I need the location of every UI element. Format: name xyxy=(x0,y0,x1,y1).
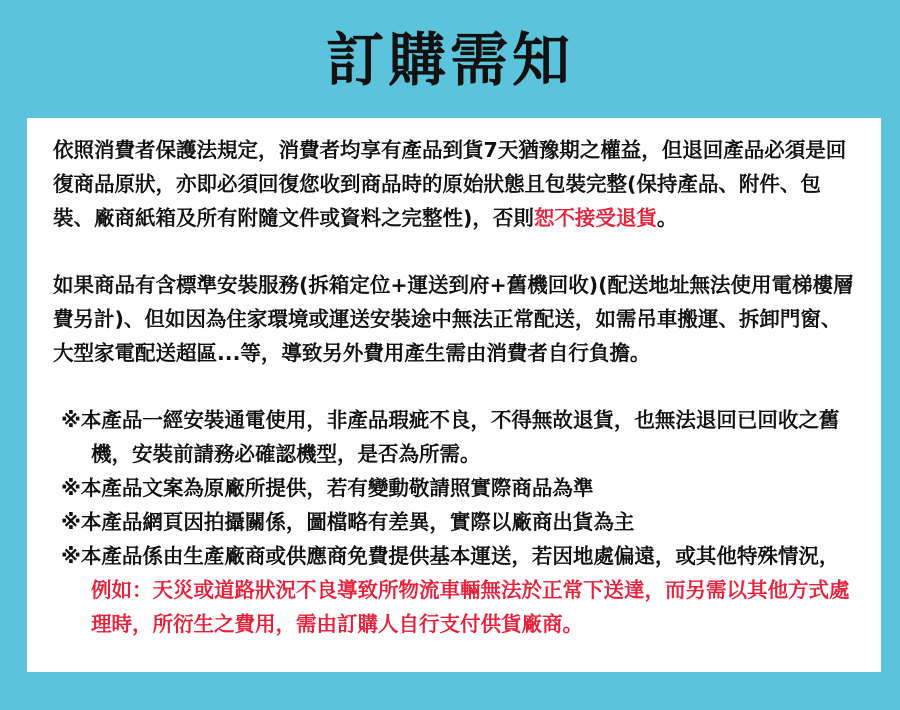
shipping-extra-fee-warning: 例如：天災或道路狀況不良導致所物流車輛無法於正常下送達，而另需以其他方式處理時，所衍生之費用，需由訂購人自行支付供貨廠商。 xyxy=(91,578,850,636)
notice-card xyxy=(27,118,881,672)
note-item-photo-difference: ※本產品網頁因拍攝關係，圖檔略有差異，實際以廠商出貨為主 xyxy=(61,510,635,534)
note-item-installed-use: ※本產品一經安裝通電使用，非產品瑕疵不良，不得無故退貨，也無法退回已回收之舊機，安裝前請務必確認機型，是否為所需。 xyxy=(61,408,840,466)
note-item-copy-source: ※本產品文案為原廠所提供，若有變動敬請照實際商品為準 xyxy=(61,476,594,500)
installation-service-paragraph: 如果商品有含標準安裝服務(拆箱定位+運送到府+舊機回收)(配送地址無法使用電梯樓層費另計)、但如因為住家環境或運送安裝途中無法正常配送，如需吊車搬運、拆卸門窗、大型家電配送超區...等，導致另外費用產生需由消費者自行負擔。 xyxy=(53,273,854,365)
return-policy-paragraph xyxy=(53,133,857,235)
return-policy-text: 依照消費者保護法規定，消費者均享有產品到貨7天猶豫期之權益，但退回產品必須是回復商品原狀，亦即必須回復您收到商品時的原始狀態且包裝完整(保持產品、附件、包裝、廠商紙箱及所有附隨文件或資料之完整性)，否則 xyxy=(53,138,847,230)
no-return-warning: 恕不接受退貨 xyxy=(533,206,657,230)
page-title: 訂購需知 xyxy=(325,26,574,94)
note-item-shipping xyxy=(53,539,857,641)
return-policy-end: 。 xyxy=(656,206,678,230)
shipping-note-text: ※本產品係由生產廠商或供應商免費提供基本運送，若因地處偏遠，或其他特殊情況， xyxy=(61,544,840,568)
